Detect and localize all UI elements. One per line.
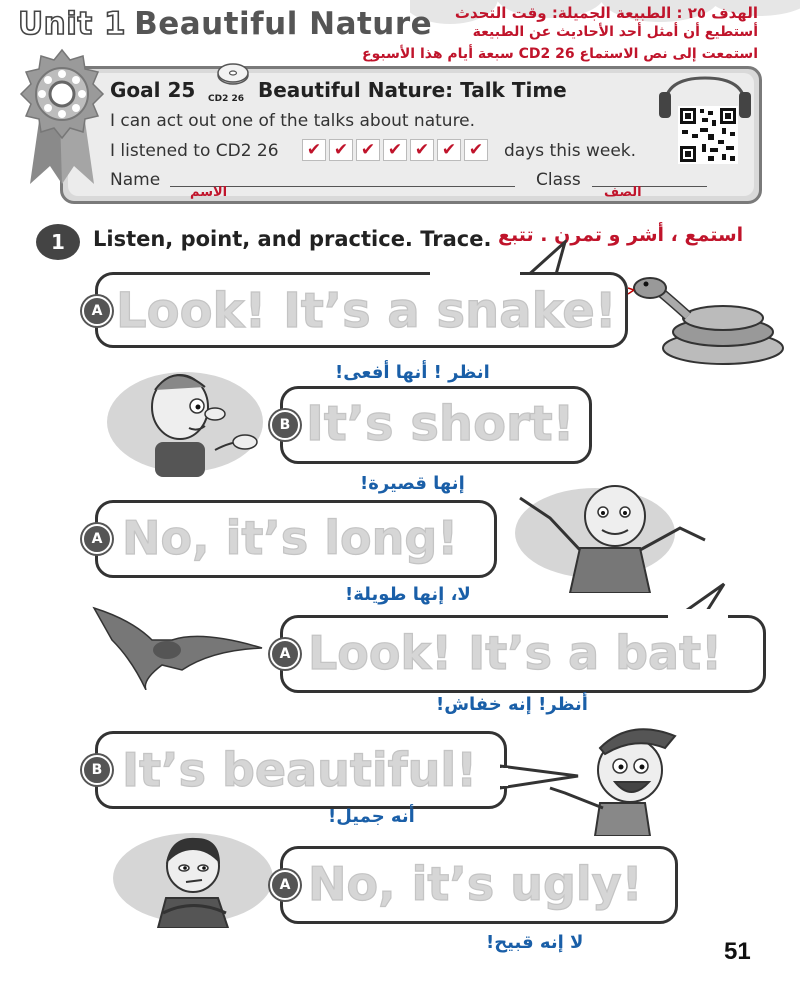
arabic-translation: انظر ! أنها أفعى! bbox=[335, 362, 490, 383]
bat-icon bbox=[92, 600, 264, 690]
speaker-badge: B bbox=[82, 755, 112, 785]
boy-with-cap-character bbox=[545, 718, 693, 836]
unit-label: Unit 1 bbox=[18, 6, 127, 42]
speaker-badge: A bbox=[270, 639, 300, 669]
trace-sentence[interactable]: Look! It’s a bat! bbox=[308, 626, 723, 680]
arabic-translation: أنه جميل! bbox=[328, 806, 415, 827]
speaker-badge: A bbox=[82, 296, 112, 326]
speaker-badge: A bbox=[82, 524, 112, 554]
arabic-goal-line: الهدف ٢٥ : الطبيعة الجميلة: وقت التحدث bbox=[454, 4, 758, 22]
unit-name: Beautiful Nature bbox=[134, 6, 433, 42]
trace-sentence[interactable]: No, it’s long! bbox=[122, 511, 459, 565]
listening-checkboxes bbox=[302, 139, 491, 161]
cd-icon bbox=[215, 55, 251, 93]
day-checkbox[interactable]: ✔ bbox=[383, 139, 407, 161]
page-number: 51 bbox=[724, 938, 751, 965]
qr-code-icon[interactable] bbox=[678, 106, 738, 164]
activity-instruction-arabic: استمع ، أشر و تمرن . تتبع bbox=[498, 224, 744, 246]
arabic-listened-line: استمعت إلى نص الاستماع CD2 26 سبعة أيام هذا الأسبوع bbox=[362, 46, 758, 62]
listened-suffix: days this week. bbox=[504, 141, 637, 161]
trace-sentence[interactable]: No, it’s ugly! bbox=[308, 857, 643, 911]
day-checkbox[interactable]: ✔ bbox=[410, 139, 434, 161]
arabic-translation: لا إنه قبيح! bbox=[486, 932, 584, 953]
activity-instruction: Listen, point, and practice. Trace. bbox=[93, 227, 492, 251]
speaker-badge: A bbox=[270, 870, 300, 900]
trace-sentence[interactable]: It’s beautiful! bbox=[122, 743, 478, 797]
old-man-character bbox=[490, 478, 720, 593]
day-checkbox[interactable]: ✔ bbox=[302, 139, 326, 161]
class-label-arabic: الصف bbox=[604, 185, 642, 200]
unit-title bbox=[18, 6, 432, 42]
listened-prefix: I listened to CD2 26 bbox=[110, 141, 279, 161]
name-label: Name bbox=[110, 170, 161, 190]
goal-title: Goal 25 bbox=[110, 78, 196, 102]
trace-sentence[interactable]: It’s short! bbox=[306, 396, 575, 452]
arabic-translation: أنظر! إنه خفاش! bbox=[436, 694, 588, 715]
day-checkbox[interactable]: ✔ bbox=[329, 139, 353, 161]
cd-track-label: CD2 26 bbox=[208, 94, 244, 104]
activity-number: 1 bbox=[36, 224, 80, 260]
speaker-badge: B bbox=[270, 410, 300, 440]
arabic-translation: لا، إنها طويلة! bbox=[345, 584, 471, 605]
trace-sentence[interactable]: Look! It’s a snake! bbox=[116, 283, 617, 339]
rosette-icon bbox=[12, 44, 112, 184]
day-checkbox[interactable]: ✔ bbox=[464, 139, 488, 161]
day-checkbox[interactable]: ✔ bbox=[437, 139, 461, 161]
goal-subtitle: Beautiful Nature: Talk Time bbox=[258, 78, 567, 102]
snake-icon bbox=[628, 268, 788, 368]
can-do-statement: I can act out one of the talks about nature. bbox=[110, 111, 476, 131]
class-label: Class bbox=[536, 170, 581, 190]
name-label-arabic: الاسم bbox=[190, 185, 228, 200]
day-checkbox[interactable]: ✔ bbox=[356, 139, 380, 161]
boy-character bbox=[105, 362, 285, 477]
arabic-translation: إنها قصيرة! bbox=[360, 473, 465, 494]
girl-character bbox=[108, 828, 278, 928]
arabic-can-do-line: أستطيع أن أمثل أحد الأحاديث عن الطبيعة bbox=[472, 24, 758, 40]
